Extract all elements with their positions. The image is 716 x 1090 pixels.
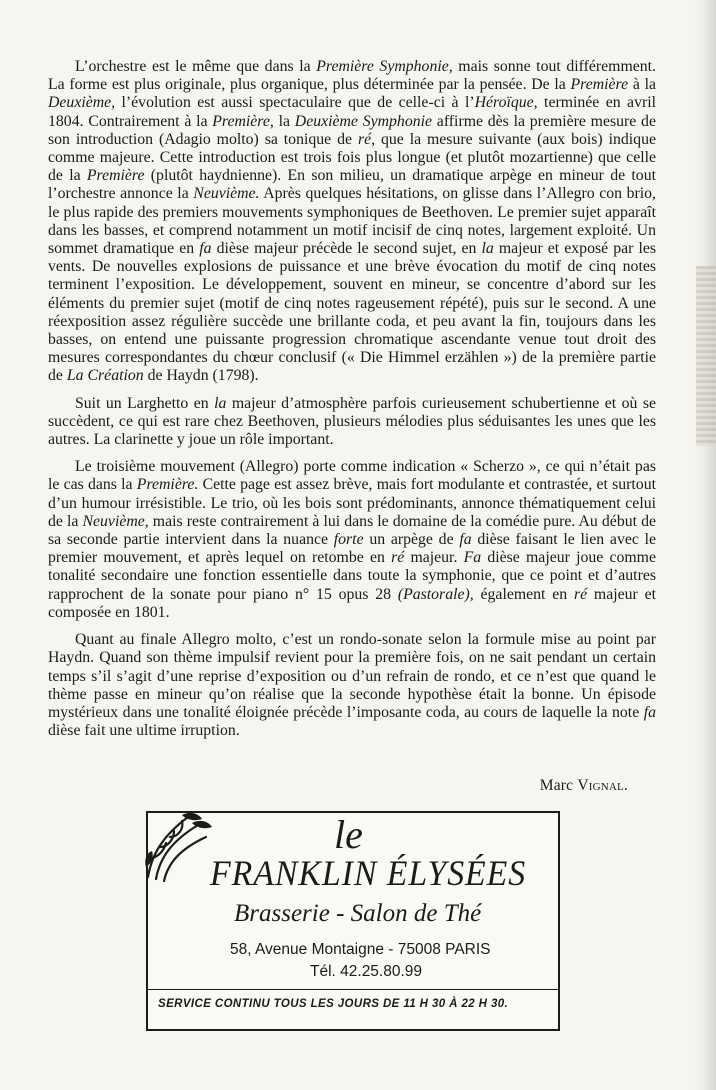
italic-text: fa [643, 703, 656, 721]
text: de Haydn (1798). [143, 367, 259, 385]
author-signature [540, 777, 628, 795]
restaurant-subtitle: Brasserie - Salon de Thé [234, 900, 482, 927]
leaf-swirl-logo-icon [142, 807, 218, 885]
page-edge-shadow [694, 0, 716, 1090]
text: affirme dès la première mesure de son introduction (Adagio molto) sa tonique de [48, 112, 656, 148]
signature-period: . [623, 777, 628, 794]
italic-text: fa [199, 240, 212, 258]
italic-text: Fa [463, 549, 482, 567]
text: un arpège de [363, 531, 460, 549]
text: majeur et exposé par les vents. De nouvelles explosions de puissance et une brève évocation du motif de cinq notes terminent l’exposition. Le développement, souvent en mineur, se concentre d’abord sur les éléments du premier sujet (motif de cinq notes rageusement répété), puis sur le second. A une réexposition assez régulière succède une brillante coda, et peu avant la fin, toujours dans les basses, on entend une puissante progression chromatique ascendante venue tout droit des mesures correspondantes du chœur conclusif (« Die Himmel erzählen ») de la première partie de [48, 240, 656, 385]
italic-text: Première [570, 76, 629, 94]
italic-text: (Pastorale), [397, 585, 474, 603]
text: majeur. [404, 549, 464, 567]
text: l’évolution est aussi spectaculaire que de celle-ci à l’ [115, 94, 475, 112]
italic-text: Première [86, 167, 145, 185]
italic-text: la [481, 240, 494, 258]
text: dièse faisant le lien avec le premier mouvement, et après lequel on retombe en [48, 531, 656, 567]
advertisement-box [146, 811, 560, 1031]
italic-text: Neuvième. [193, 185, 260, 203]
text: L’orchestre est le même que dans la [75, 58, 317, 75]
italic-text: Neuvième, [82, 512, 149, 530]
paragraph-1 [48, 58, 656, 386]
text: à la [628, 76, 657, 94]
text: mais sonne tout différemment. La forme est plus originale, plus organique, plus déterminée par la pensée. De la [48, 58, 656, 94]
text: terminée en avril 1804. Contrairement à la [48, 94, 657, 130]
italic-text: ré [391, 549, 405, 567]
text: Quant au finale Allegro molto, c’est un rondo-sonate selon la formule mise au point par Haydn. Quand son thème impulsif revient pour la première fois, on ne sait pendant un certain temps s’il s’agit d’une reprise d’exposition ou d’un refrain de rondo, et ce n’est que quand le thème passe en mineur qu’on réalise que la seconde hypothèse était la bonne. Un épisode mystérieux dans une tonalité éloignée précède l’imposante coda, au cours de laquelle la note [48, 631, 656, 721]
paragraph-3 [48, 458, 656, 622]
italic-text: ré, [357, 130, 376, 148]
paragraph-2 [48, 395, 656, 450]
text: dièse majeur précède le second sujet, en [211, 240, 482, 258]
restaurant-phone: Tél. 42.25.80.99 [310, 963, 423, 980]
text: majeur et composée en 1801. [48, 585, 656, 621]
italic-text: Première Symphonie, [316, 58, 453, 75]
italic-text: La Création [66, 367, 144, 385]
text: Cette page est assez brève, mais fort modulante et contrastée, et surtout d’un humour irrésistible. Le trio, où les bois sont prédominants, annonce thématiquement celui de la [48, 476, 656, 530]
text: (plutôt haydnienne). En son milieu, un dramatique arpège en mineur de tout l’orchestre annonce la [48, 167, 656, 203]
text: Le troisième mouvement (Allegro) porte comme indication « Scherzo », ce qui n’était pas le cas dans la [48, 458, 656, 494]
text: Suit un Larghetto en [75, 394, 215, 412]
ad-article-le: le [334, 812, 363, 857]
text: dièse fait une ultime irruption. [48, 722, 240, 740]
text: mais reste contrairement à lui dans le domaine de la comédie pure. Au début de sa seconde partie intervient dans la nuance [48, 512, 656, 549]
author-first-name: Marc [539, 777, 574, 794]
text: Après quelques hésitations, on glisse dans l’Allegro con brio, le plus rapide des premiers mouvements symphoniques de Beethoven. Le premier sujet apparaît dans les basses, et comprend notamment un motif incisif de cinq notes, largement exploité. Un sommet dramatique en [48, 185, 656, 258]
italic-text: la [214, 394, 227, 412]
italic-text: Première, [212, 112, 274, 130]
text: la [273, 112, 295, 130]
text: dièse majeur joue comme tonalité secondaire une fonction essentielle dans toute la symphonie, que ce point et d’autres rapprochent de la sonate pour piano n° 15 opus 28 [48, 549, 656, 603]
text: majeur d’atmosphère parfois curieusement schubertienne et où se succèdent, ce qui est rare chez Beethoven, plusieurs mélodies plus séduisantes les unes que les autres. La clarinette y joue un rôle important. [48, 394, 656, 449]
service-hours: SERVICE CONTINU TOUS LES JOURS DE 11 H 30 À 22 H 30. [158, 998, 509, 1010]
italic-text: ré [573, 585, 588, 603]
italic-text: Première. [136, 476, 199, 494]
paragraph-4 [48, 631, 656, 740]
italic-text: fa [459, 531, 472, 549]
text: également en [473, 585, 574, 603]
italic-text: Héroïque, [474, 94, 538, 112]
italic-text: forte [333, 531, 364, 549]
article-body [48, 58, 656, 749]
divider [148, 989, 558, 990]
text: que la mesure suivante (aux bois) indique comme majeure. Cette introduction est trois fois plus longue (et plutôt mozartienne) que celle de la [48, 130, 656, 185]
author-last-name: Vignal [577, 777, 624, 794]
italic-text: Deuxième, [48, 94, 116, 112]
page-edge-tab [696, 266, 716, 446]
restaurant-name: FRANKLIN ÉLYSÉES [210, 853, 527, 893]
restaurant-address: 58, Avenue Montaigne - 75008 PARIS [230, 941, 491, 958]
italic-text: Deuxième Symphonie [294, 112, 433, 130]
